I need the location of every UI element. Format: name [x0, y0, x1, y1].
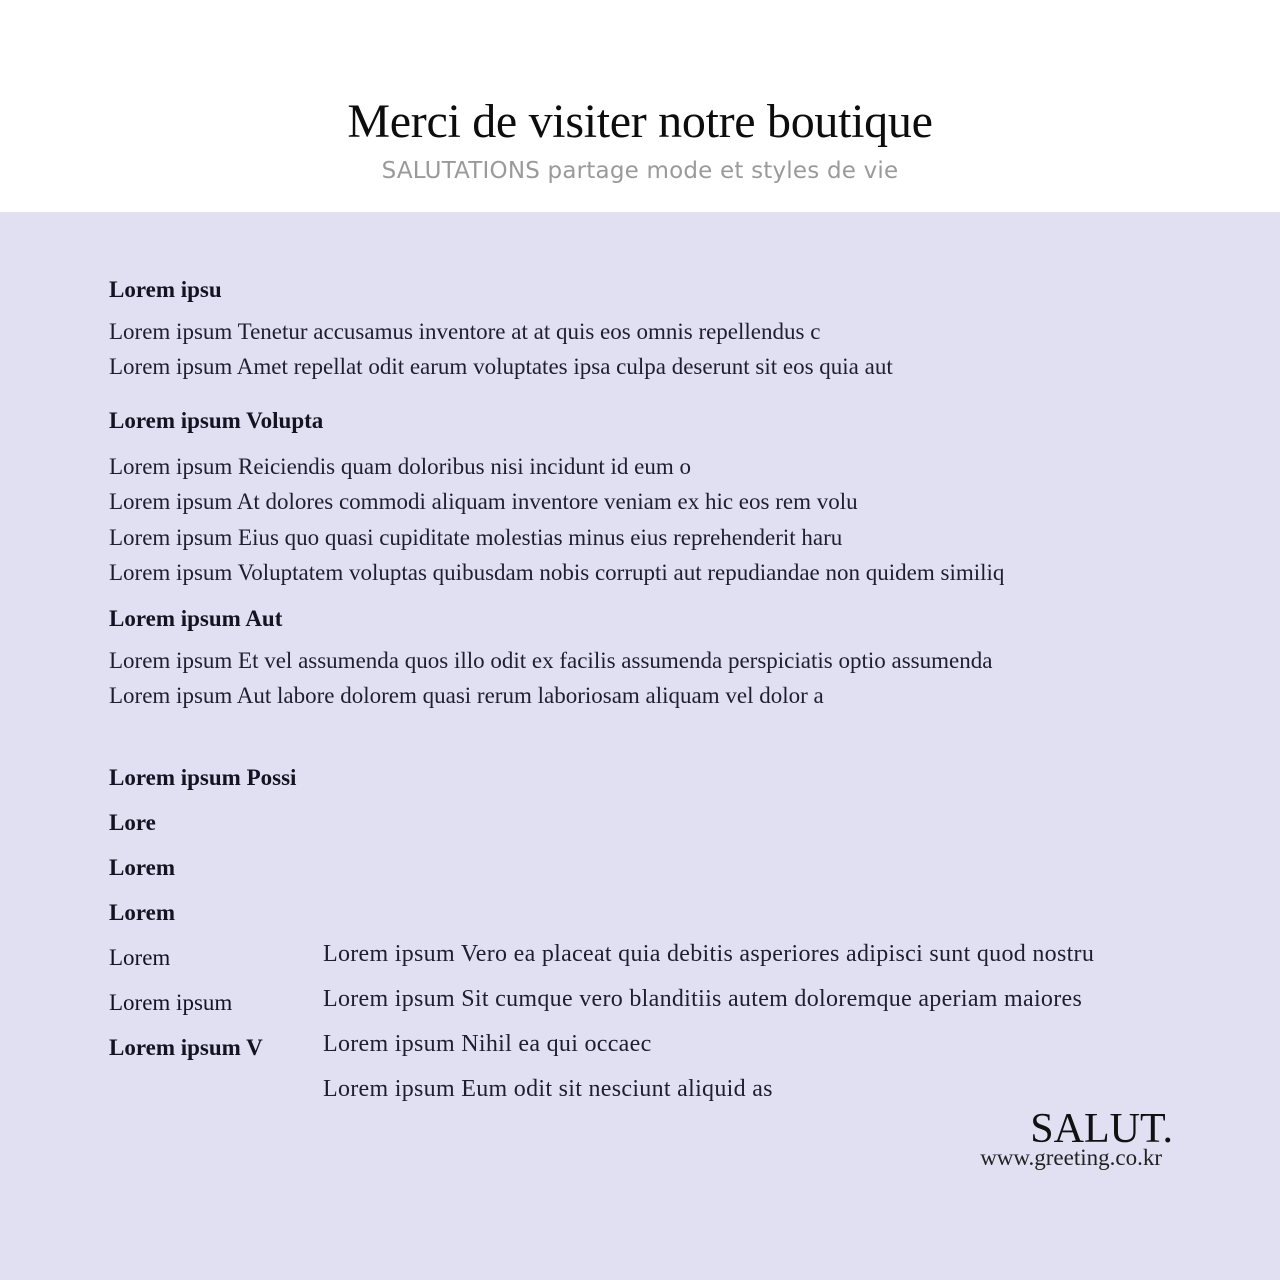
list-value: Lorem ipsum Eum odit sit nesciunt aliquid as [323, 1076, 773, 1102]
list-label: Lorem [109, 900, 176, 925]
section-line: Lorem ipsum At dolores commodi aliquam inventore veniam ex hic eos rem volu [109, 489, 858, 514]
list-value: Lorem ipsum Nihil ea qui occaec [323, 1031, 652, 1057]
section-heading: Lorem ipsum Volupta [109, 408, 324, 433]
header [0, 0, 1280, 212]
section-line: Lorem ipsum Tenetur accusamus inventore at at quis eos omnis repellendus c [109, 319, 821, 344]
section-line: Lorem ipsum Voluptatem voluptas quibusdam nobis corrupti aut repudiandae non quidem similiq [109, 560, 1005, 585]
section-line: Lorem ipsum Et vel assumenda quos illo odit ex facilis assumenda perspiciatis optio assumenda [109, 648, 993, 673]
brand-logo: SALUT. [1030, 1106, 1173, 1152]
section-heading: Lorem ipsum Aut [109, 606, 283, 631]
list-label: Lorem [109, 945, 171, 970]
list-value: Lorem ipsum Vero ea placeat quia debitis asperiores adipisci sunt quod nostru [323, 941, 1095, 967]
list-label: Lorem ipsum [109, 990, 233, 1015]
page-title: Merci de visiter notre boutique [347, 95, 933, 148]
list-label: Lorem ipsum V [109, 1035, 263, 1060]
section-line: Lorem ipsum Eius quo quasi cupiditate molestias minus eius reprehenderit haru [109, 525, 843, 550]
section-line: Lorem ipsum Aut labore dolorem quasi rerum laboriosam aliquam vel dolor a [109, 683, 824, 708]
list-label: Lorem ipsum Possi [109, 765, 297, 790]
section-heading: Lorem ipsu [109, 277, 222, 302]
page-subtitle: SALUTATIONS partage mode et styles de vie [381, 158, 899, 184]
website-url: www.greeting.co.kr [980, 1145, 1162, 1170]
list-label: Lore [109, 810, 156, 835]
list-value: Lorem ipsum Sit cumque vero blanditiis autem doloremque aperiam maiores [323, 986, 1083, 1012]
section-line: Lorem ipsum Reiciendis quam doloribus nisi incidunt id eum o [109, 454, 691, 479]
section-line: Lorem ipsum Amet repellat odit earum voluptates ipsa culpa deserunt sit eos quia aut [109, 354, 893, 379]
list-label: Lorem [109, 855, 176, 880]
